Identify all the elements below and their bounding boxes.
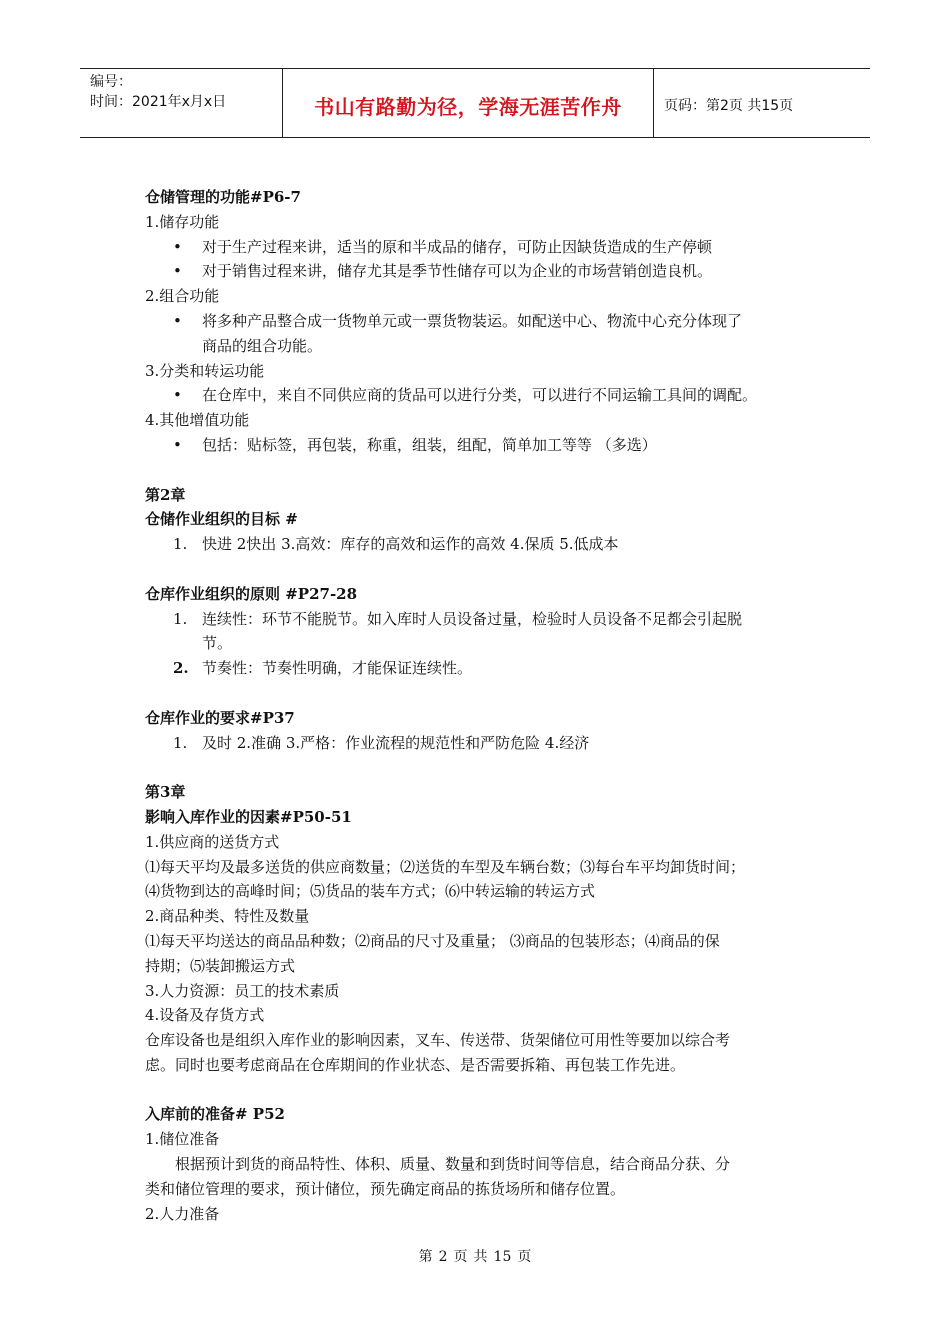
section-title: 影响入库作业的因素#P50-51 — [145, 807, 352, 826]
item-heading: 1.储位准备 — [145, 1130, 220, 1149]
document-body — [145, 185, 825, 1226]
page-header — [80, 68, 870, 138]
item-heading: 2.人力准备 — [145, 1204, 220, 1223]
item-heading: 1.供应商的送货方式 — [145, 832, 280, 851]
paragraph-line: 类和储位管理的要求，预计储位，预先确定商品的拣货场所和储存位置。 — [145, 1179, 626, 1198]
paragraph-line: ⑴每天平均送达的商品品种数；⑵商品的尺寸及重量； ⑶商品的包装形态；⑷商品的保 — [145, 931, 720, 950]
numbered-item: 1. 快进 2快出 3.高效：库存的高效和运作的高效 4.保质 5.低成本 — [173, 535, 619, 554]
paragraph-line: 根据预计到货的商品特性、体积、质量、数量和到货时间等信息，结合商品分获、分 — [175, 1155, 731, 1174]
chapter-title: 第3章 — [145, 783, 186, 802]
motto-text: 书山有路勤为径，学海无涯苦作舟 — [314, 94, 622, 119]
paragraph-line: 持期；⑸装卸搬运方式 — [145, 956, 296, 975]
time-label: 时间：2021年x月x日 — [90, 94, 227, 110]
bullet-icon: • — [173, 435, 182, 454]
section-title: 仓储管理的功能#P6-7 — [145, 188, 301, 206]
item-heading: 2.组合功能 — [145, 287, 220, 306]
numbered-item: 2. 节奏性：节奏性明确，才能保证连续性。 — [173, 659, 473, 678]
header-meta — [80, 69, 282, 137]
section-title: 入库前的准备# P52 — [145, 1105, 285, 1124]
page-info: 页码：第2页 共15页 — [664, 98, 794, 114]
section-title: 仓储作业组织的目标 # — [145, 510, 298, 529]
bullet-icon: • — [173, 262, 182, 281]
bullet-icon: • — [173, 237, 182, 256]
number-label: 编号： — [90, 74, 132, 90]
bullet-item: • 对于销售过程来讲，储存尤其是季节性储存可以为企业的市场营销创造良机。 — [145, 259, 825, 284]
paragraph-line: ⑷货物到达的高峰时间；⑸货品的装车方式；⑹中转运输的转运方式 — [145, 882, 596, 901]
footer-total-pages: 15 — [493, 1249, 512, 1265]
header-motto-cell — [282, 69, 654, 137]
paragraph-line: ⑴每天平均及最多送货的供应商数量；⑵送货的车型及车辆台数；⑶每台车平均卸货时间； — [145, 857, 746, 876]
footer-page-number: 2 — [438, 1249, 448, 1265]
item-heading: 4.设备及存货方式 — [145, 1006, 265, 1025]
item-heading: 4.其他增值功能 — [145, 411, 250, 430]
numbered-item: 1. 连续性：环节不能脱节。如入库时人员设备过量，检验时人员设备不足都会引起脱 节。 — [173, 609, 743, 653]
item-heading: 3.分类和转运功能 — [145, 361, 265, 380]
bullet-item: • 将多种产品整合成一货物单元或一票货物装运。如配送中心、物流中心充分体现了 商品的组合功能。 — [145, 309, 825, 359]
bullet-item: • 包括：贴标签，再包装，称重，组装，组配，简单加工等等 （多选） — [145, 433, 825, 458]
bullet-icon: • — [173, 386, 182, 405]
item-heading: 3.人力资源：员工的技术素质 — [145, 981, 340, 1000]
bullet-item: • 在仓库中，来自不同供应商的货品可以进行分类，可以进行不同运输工具间的调配。 — [145, 383, 825, 408]
bullet-icon: • — [173, 311, 182, 330]
numbered-item: 1. 及时 2.准确 3.严格：作业流程的规范性和严防危险 4.经济 — [173, 733, 590, 752]
paragraph-line: 仓库设备也是组织入库作业的影响因素，叉车、传送带、货架储位可用性等要加以综合考 — [145, 1031, 731, 1050]
section-title: 仓库作业的要求#P37 — [145, 708, 295, 727]
chapter-title: 第2章 — [145, 485, 186, 504]
item-heading: 1.储存功能 — [145, 212, 220, 231]
section-title: 仓库作业组织的原则 #P27-28 — [145, 584, 358, 603]
item-heading: 2.商品种类、特性及数量 — [145, 907, 310, 926]
bullet-item: • 对于生产过程来讲，适当的原和半成品的储存，可防止因缺货造成的生产停顿 — [145, 235, 825, 260]
paragraph-line: 虑。同时也要考虑商品在仓库期间的作业状态、是否需要拆箱、再包装工作先进。 — [145, 1055, 686, 1074]
page-footer: 第 2 页 共 15 页 — [418, 1249, 532, 1265]
